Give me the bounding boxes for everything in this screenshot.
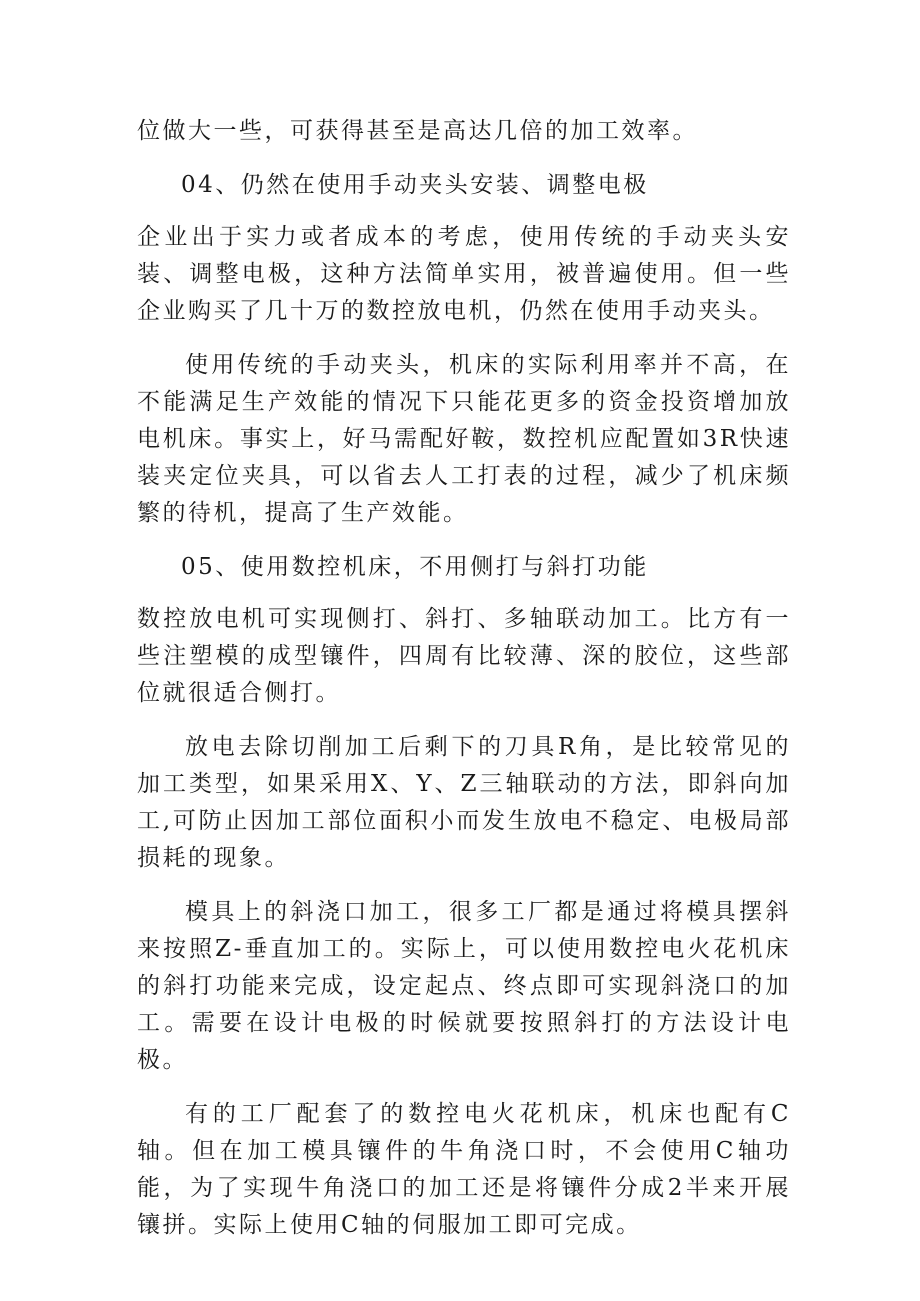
paragraph-side-angle: 数控放电机可实现侧打、斜打、多轴联动加工。比方有一些注塑模的成型镶件，四周有比较薄、深的胶位，这些部位就很适合侧打。 [137, 606, 791, 706]
paragraph-c-axis: 有的工厂配套了的数控电火花机床，机床也配有C轴。但在加工模具镶件的牛角浇口时，不会使用C轴功能，为了实现牛角浇口的加工还是将镶件分成2半来开展镶拼。实际上使用C轴的伺服加工即可完成。 [137, 1101, 791, 1238]
paragraph-continuation: 位做大一些，可获得甚至是高达几倍的加工效率。 [137, 118, 698, 144]
document-body [137, 113, 791, 1261]
paragraph-angled-gate: 模具上的斜浇口加工，很多工厂都是通过将模具摆斜来按照Z-垂直加工的。实际上，可以使用数控电火花机床的斜打功能来完成，设定起点、终点即可实现斜浇口的加工。需要在设计电极的时候就要按照斜打的方法设计电极。 [137, 899, 791, 1073]
paragraph-manual-chuck: 企业出于实力或者成本的考虑，使用传统的手动夹头安装、调整电极，这种方法简单实用，被普遍使用。但一些企业购买了几十万的数控放电机，仍然在使用手动夹头。 [137, 224, 791, 324]
paragraph-r-corner: 放电去除切削加工后剩下的刀具R角，是比较常见的加工类型，如果采用X、Y、Z三轴联动的方法，即斜向加工,可防止因加工部位面积小而发生放电不稳定、电极局部损耗的现象。 [137, 734, 791, 871]
section-heading-04: 04、仍然在使用手动夹头安装、调整电极 [181, 172, 649, 198]
section-heading-05: 05、使用数控机床，不用侧打与斜打功能 [181, 554, 649, 580]
paragraph-utilization: 使用传统的手动夹头，机床的实际利用率并不高，在不能满足生产效能的情况下只能花更多的资金投资增加放电机床。事实上，好马需配好鞍，数控机应配置如3R快速装夹定位夹具，可以省去人工打表的过程，减少了机床频繁的待机，提高了生产效能。 [137, 352, 791, 526]
